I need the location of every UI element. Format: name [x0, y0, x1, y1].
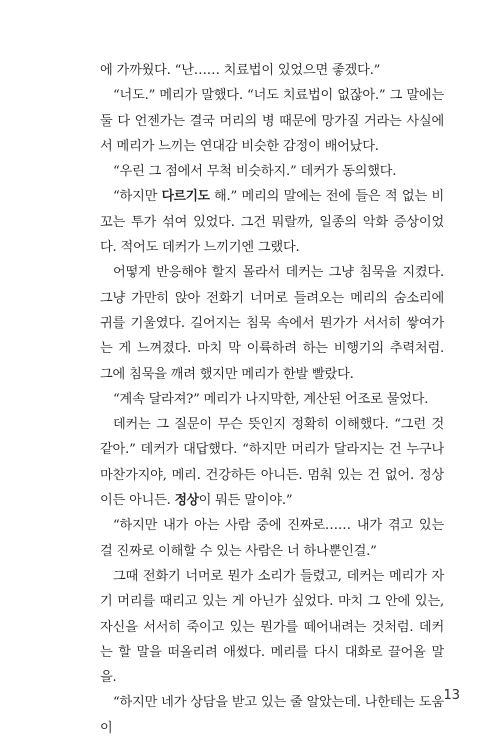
emphasis-text: 정상: [174, 493, 199, 509]
page-number: 13: [443, 688, 460, 703]
paragraph-6: “계속 달라져?” 메리가 나지막한, 계산된 어조로 물었다.: [113, 391, 429, 407]
paragraph-7-post: 이 뭐든 말이야.”: [198, 493, 293, 509]
paragraph-8: “하지만 내가 아는 사람 중에 진짜로…… 내가 겪고 있는 걸 진짜로 이해할 수 있는 사람은 너 하나뿐인걸.”: [100, 518, 444, 559]
paragraph-4-post: 해.” 메리의 말에는 전에 들은 적 없는 비꼬는 투가 섞여 있었다. 그건 뭐랄까, 일종의 악화 증상이었다. 적어도 데커가 느끼기엔 그랬다.: [100, 189, 445, 256]
paragraph-7: [100, 412, 444, 513]
book-page-text: [100, 58, 444, 741]
paragraph-2: “너도.” 메리가 말했다. “너도 치료법이 없잖아.” 그 말에는 둘 다 언젠가는 결국 머리의 병 때문에 망가질 거라는 사실에서 메리가 느끼는 연대감 비슷한 감정이 배어났다.: [100, 88, 444, 154]
paragraph-9: 그때 전화기 너머로 뭔가 소리가 들렸고, 데커는 메리가 자기 머리를 때리고 있는 게 아닌가 싶었다. 마치 그 안에 있는, 자신을 서서히 죽이고 있는 뭔가를 떼어내려는 것처럼. 데커는 할 말을 떠올리려 애썼다. 메리를 다시 대화로 끌어올 말을.: [100, 568, 444, 686]
paragraph-7-pre: 데커는 그 질문이 무슨 뜻인지 정확히 이해했다. “그런 것 같아.” 데커가 대답했다. “하지만 머리가 달라지는 건 누구나 마찬가지야, 메리. 건강하든 아니든. 멈춰 있는 건 없어. 정상이든 아니든.: [100, 417, 444, 509]
paragraph-4: [100, 184, 444, 260]
paragraph-10: “하지만 네가 상담을 받고 있는 줄 알았는데. 나한테는 도움이: [100, 695, 444, 736]
emphasis-text: 다르기도: [161, 189, 210, 205]
paragraph-3: “우린 그 점에서 무척 비슷하지.” 데커가 동의했다.: [113, 164, 397, 180]
paragraph-4-pre: “하지만: [113, 189, 162, 205]
paragraph-1: 에 가까웠다. “난…… 치료법이 있었으면 좋겠다.”: [100, 63, 381, 78]
paragraph-5: 어떻게 반응해야 할지 몰라서 데커는 그냥 침묵을 지켰다. 그냥 가만히 앉아 전화기 너머로 들려오는 메리의 숨소리에 귀를 기울였다. 길어지는 침묵 속에서 뭔가가 서서히 쌓여가는 게 느껴졌다. 마치 막 이륙하려 하는 비행기의 추력처럼. 그에 침묵을 깨려 했지만 메리가 한발 빨랐다.: [100, 265, 444, 382]
